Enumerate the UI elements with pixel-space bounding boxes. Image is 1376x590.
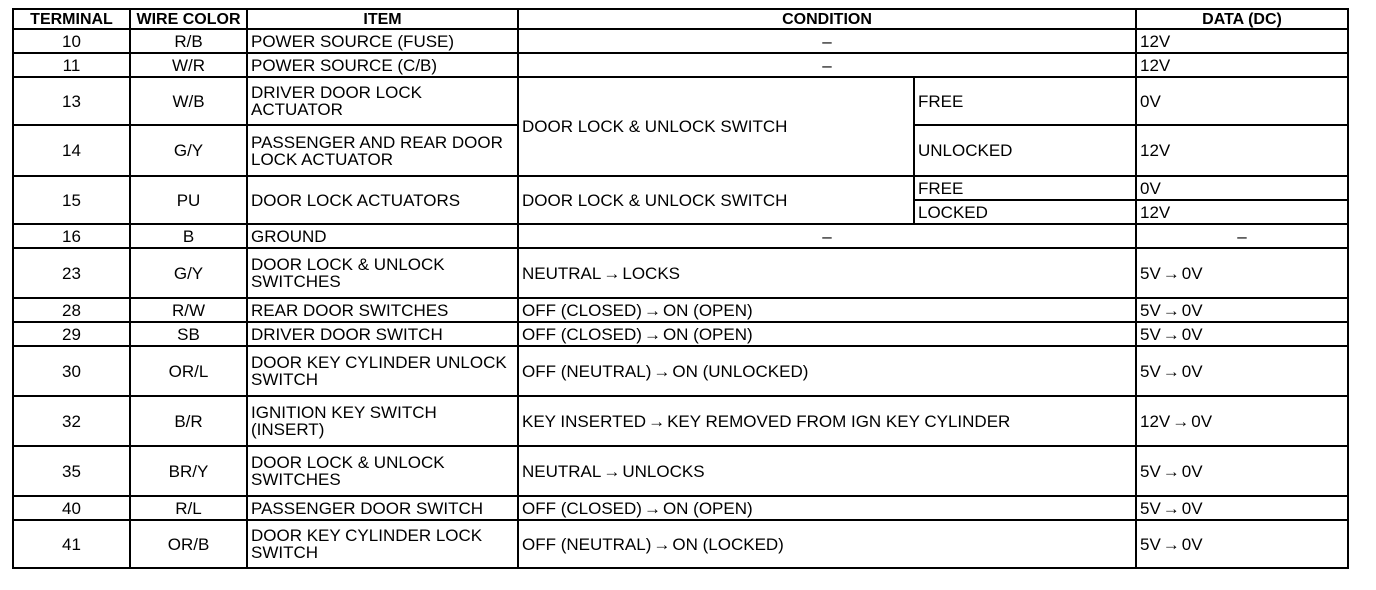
- data-from: 5V: [1140, 461, 1161, 481]
- condition-cell: –: [518, 53, 1136, 77]
- data-from: 5V: [1140, 361, 1161, 381]
- wire-color-cell: W/R: [130, 53, 247, 77]
- item-cell: REAR DOOR SWITCHES: [247, 298, 518, 322]
- terminal-cell: 13: [13, 77, 130, 125]
- data-cell: [1136, 446, 1348, 496]
- item-cell: DOOR KEY CYLINDER UNLOCK SWITCH: [247, 346, 518, 396]
- terminal-cell: 32: [13, 396, 130, 446]
- data-cell: 12V: [1136, 200, 1348, 224]
- wire-color-cell: BR/Y: [130, 446, 247, 496]
- condition-to: KEY REMOVED FROM IGN KEY CYLINDER: [667, 411, 1011, 431]
- arrow-icon: →: [1162, 461, 1180, 481]
- arrow-icon: →: [603, 263, 621, 283]
- condition-to: ON (UNLOCKED): [672, 361, 809, 381]
- table-row: [13, 29, 1348, 53]
- condition-from: OFF (NEUTRAL): [522, 361, 652, 381]
- terminal-cell: 15: [13, 176, 130, 224]
- item-cell: IGNITION KEY SWITCH (INSERT): [247, 396, 518, 446]
- data-to: 0V: [1181, 263, 1203, 283]
- arrow-icon: →: [1162, 263, 1180, 283]
- arrow-icon: →: [653, 534, 671, 554]
- arrow-icon: →: [1162, 300, 1180, 320]
- data-cell: –: [1136, 224, 1348, 248]
- condition-cell: [518, 396, 1136, 446]
- condition-from: KEY INSERTED: [522, 411, 647, 431]
- table-row: [13, 298, 1348, 322]
- table-row: [13, 53, 1348, 77]
- arrow-icon: →: [653, 361, 671, 381]
- wire-color-cell: R/W: [130, 298, 247, 322]
- terminal-cell: 23: [13, 248, 130, 298]
- item-cell: POWER SOURCE (C/B): [247, 53, 518, 77]
- table-row: [13, 446, 1348, 496]
- wire-color-cell: PU: [130, 176, 247, 224]
- condition-to: ON (OPEN): [662, 300, 753, 320]
- terminal-cell: 16: [13, 224, 130, 248]
- table-row: [13, 322, 1348, 346]
- wire-color-cell: R/B: [130, 29, 247, 53]
- data-cell: 12V: [1136, 29, 1348, 53]
- sub-condition-cell: UNLOCKED: [914, 125, 1136, 176]
- item-header: ITEM: [247, 9, 518, 29]
- arrow-icon: →: [1162, 498, 1180, 518]
- condition-from: OFF (CLOSED): [522, 498, 642, 518]
- data-to: 0V: [1191, 411, 1213, 431]
- data-from: 5V: [1140, 534, 1161, 554]
- terminal-cell: 11: [13, 53, 130, 77]
- condition-from: NEUTRAL: [522, 263, 602, 283]
- data-from: 5V: [1140, 324, 1161, 344]
- sub-condition-cell: FREE: [914, 176, 1136, 200]
- table-row: [13, 346, 1348, 396]
- table-row: [13, 224, 1348, 248]
- data-from: 5V: [1140, 263, 1161, 283]
- arrow-icon: →: [1162, 534, 1180, 554]
- condition-to: ON (OPEN): [662, 324, 753, 344]
- terminal-cell: 14: [13, 125, 130, 176]
- condition-from: NEUTRAL: [522, 461, 602, 481]
- terminal-cell: 41: [13, 520, 130, 568]
- terminal-cell: 29: [13, 322, 130, 346]
- wire-color-cell: G/Y: [130, 248, 247, 298]
- arrow-icon: →: [1162, 324, 1180, 344]
- arrow-icon: →: [648, 411, 666, 431]
- condition-cell: [518, 248, 1136, 298]
- condition-to: LOCKS: [622, 263, 680, 283]
- data-to: 0V: [1181, 461, 1203, 481]
- header-row: [13, 9, 1348, 29]
- terminal-cell: 35: [13, 446, 130, 496]
- terminal-cell: 10: [13, 29, 130, 53]
- arrow-icon: →: [1172, 411, 1190, 431]
- condition-cell: [518, 446, 1136, 496]
- data-from: 5V: [1140, 300, 1161, 320]
- terminal-cell: 30: [13, 346, 130, 396]
- condition-cell: [518, 520, 1136, 568]
- wire-color-cell: B: [130, 224, 247, 248]
- terminal-header: TERMINAL: [13, 9, 130, 29]
- condition-to: ON (LOCKED): [672, 534, 784, 554]
- item-cell: POWER SOURCE (FUSE): [247, 29, 518, 53]
- data-cell: [1136, 396, 1348, 446]
- table-row: [13, 396, 1348, 446]
- arrow-icon: →: [643, 498, 661, 518]
- condition-to: ON (OPEN): [662, 498, 753, 518]
- item-cell: DOOR KEY CYLINDER LOCK SWITCH: [247, 520, 518, 568]
- condition-cell: DOOR LOCK & UNLOCK SWITCH: [518, 77, 914, 176]
- item-cell: DOOR LOCK & UNLOCK SWITCHES: [247, 446, 518, 496]
- data-header: DATA (DC): [1136, 9, 1348, 29]
- data-cell: [1136, 322, 1348, 346]
- data-cell: [1136, 496, 1348, 520]
- data-cell: [1136, 346, 1348, 396]
- table-row: [13, 496, 1348, 520]
- data-cell: 12V: [1136, 53, 1348, 77]
- wire-color-cell: SB: [130, 322, 247, 346]
- condition-cell: [518, 322, 1136, 346]
- wire-color-header: WIRE COLOR: [130, 9, 247, 29]
- table-row: [13, 248, 1348, 298]
- arrow-icon: →: [643, 300, 661, 320]
- wire-color-cell: W/B: [130, 77, 247, 125]
- data-cell: 0V: [1136, 176, 1348, 200]
- data-to: 0V: [1181, 300, 1203, 320]
- data-to: 0V: [1181, 361, 1203, 381]
- condition-cell: –: [518, 224, 1136, 248]
- arrow-icon: →: [1162, 361, 1180, 381]
- wire-color-cell: OR/B: [130, 520, 247, 568]
- condition-from: OFF (CLOSED): [522, 324, 642, 344]
- item-cell: DRIVER DOOR SWITCH: [247, 322, 518, 346]
- condition-header: CONDITION: [518, 9, 1136, 29]
- condition-from: OFF (CLOSED): [522, 300, 642, 320]
- terminal-cell: 40: [13, 496, 130, 520]
- wire-color-cell: G/Y: [130, 125, 247, 176]
- item-cell: DOOR LOCK ACTUATORS: [247, 176, 518, 224]
- table-row: [13, 520, 1348, 568]
- condition-from: OFF (NEUTRAL): [522, 534, 652, 554]
- data-to: 0V: [1181, 324, 1203, 344]
- arrow-icon: →: [643, 324, 661, 344]
- data-cell: [1136, 520, 1348, 568]
- data-cell: 0V: [1136, 77, 1348, 125]
- terminal-cell: 28: [13, 298, 130, 322]
- condition-cell: DOOR LOCK & UNLOCK SWITCH: [518, 176, 914, 224]
- wire-color-cell: OR/L: [130, 346, 247, 396]
- condition-to: UNLOCKS: [622, 461, 705, 481]
- data-to: 0V: [1181, 534, 1203, 554]
- table-row: [13, 77, 1348, 125]
- wire-color-cell: R/L: [130, 496, 247, 520]
- item-cell: DOOR LOCK & UNLOCK SWITCHES: [247, 248, 518, 298]
- condition-cell: [518, 298, 1136, 322]
- item-cell: DRIVER DOOR LOCK ACTUATOR: [247, 77, 518, 125]
- terminal-data-table: [12, 8, 1349, 569]
- data-cell: 12V: [1136, 125, 1348, 176]
- condition-cell: –: [518, 29, 1136, 53]
- wire-color-cell: B/R: [130, 396, 247, 446]
- sub-condition-cell: FREE: [914, 77, 1136, 125]
- arrow-icon: →: [603, 461, 621, 481]
- sub-condition-cell: LOCKED: [914, 200, 1136, 224]
- data-cell: [1136, 298, 1348, 322]
- data-cell: [1136, 248, 1348, 298]
- data-from: 12V: [1140, 411, 1171, 431]
- item-cell: PASSENGER AND REAR DOOR LOCK ACTUATOR: [247, 125, 518, 176]
- condition-cell: [518, 346, 1136, 396]
- item-cell: PASSENGER DOOR SWITCH: [247, 496, 518, 520]
- data-from: 5V: [1140, 498, 1161, 518]
- data-to: 0V: [1181, 498, 1203, 518]
- item-cell: GROUND: [247, 224, 518, 248]
- table-row: [13, 176, 1348, 200]
- condition-cell: [518, 496, 1136, 520]
